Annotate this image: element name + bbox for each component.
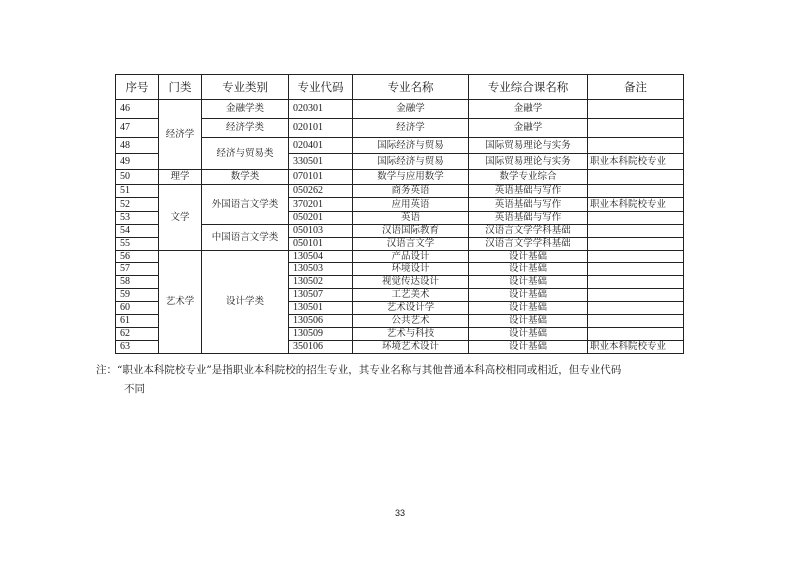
cell-note xyxy=(588,238,684,251)
cell-course: 金融学 xyxy=(469,119,588,138)
cell-code: 130502 xyxy=(289,276,353,289)
cell-name: 商务英语 xyxy=(353,185,469,198)
cell-subclass: 数学类 xyxy=(202,170,289,185)
cell-index: 55 xyxy=(116,238,159,251)
cell-code: 330501 xyxy=(289,154,353,170)
cell-note xyxy=(588,289,684,302)
table-row xyxy=(116,170,684,185)
cell-course: 国际贸易理论与实务 xyxy=(469,138,588,154)
footnote-line-1: 注：“职业本科院校专业”是指职业本科院校的招生专业，其专业名称与其他普通本科高校相同或相近，但专业代码 xyxy=(96,364,622,376)
cell-code: 130501 xyxy=(289,302,353,315)
cell-note xyxy=(588,185,684,198)
cell-code: 130504 xyxy=(289,251,353,263)
cell-note xyxy=(588,251,684,263)
cell-course: 设计基础 xyxy=(469,276,588,289)
cell-name: 艺术与科技 xyxy=(353,328,469,341)
cell-note xyxy=(588,225,684,238)
cell-category: 文学 xyxy=(159,185,202,251)
table-row xyxy=(116,119,684,138)
cell-course: 设计基础 xyxy=(469,289,588,302)
cell-subclass: 中国语言文学类 xyxy=(202,225,289,251)
header-course: 专业综合课名称 xyxy=(469,75,588,100)
cell-name: 国际经济与贸易 xyxy=(353,138,469,154)
cell-name: 公共艺术 xyxy=(353,315,469,328)
cell-index: 56 xyxy=(116,251,159,263)
header-name: 专业名称 xyxy=(353,75,469,100)
cell-subclass: 设计学类 xyxy=(202,251,289,354)
cell-code: 050103 xyxy=(289,225,353,238)
cell-index: 46 xyxy=(116,100,159,119)
cell-note xyxy=(588,302,684,315)
header-category: 门类 xyxy=(159,75,202,100)
table-row xyxy=(116,100,684,119)
cell-name: 经济学 xyxy=(353,119,469,138)
cell-category: 经济学 xyxy=(159,100,202,170)
cell-code: 350106 xyxy=(289,341,353,354)
cell-note xyxy=(588,100,684,119)
cell-name: 应用英语 xyxy=(353,198,469,212)
cell-index: 47 xyxy=(116,119,159,138)
cell-name: 环境艺术设计 xyxy=(353,341,469,354)
cell-index: 58 xyxy=(116,276,159,289)
cell-code: 020401 xyxy=(289,138,353,154)
cell-index: 57 xyxy=(116,263,159,276)
cell-course: 数学专业综合 xyxy=(469,170,588,185)
cell-name: 产品设计 xyxy=(353,251,469,263)
footnote-line-2: 不同 xyxy=(124,383,145,395)
cell-index: 53 xyxy=(116,212,159,225)
header-code: 专业代码 xyxy=(289,75,353,100)
cell-index: 49 xyxy=(116,154,159,170)
cell-code: 130503 xyxy=(289,263,353,276)
cell-course: 汉语言文学学科基础 xyxy=(469,225,588,238)
cell-note xyxy=(588,328,684,341)
cell-course: 英语基础与写作 xyxy=(469,185,588,198)
cell-course: 英语基础与写作 xyxy=(469,198,588,212)
cell-course: 设计基础 xyxy=(469,263,588,276)
cell-course: 金融学 xyxy=(469,100,588,119)
cell-note xyxy=(588,276,684,289)
cell-code: 050101 xyxy=(289,238,353,251)
table-body xyxy=(116,100,684,354)
cell-course: 汉语言文学学科基础 xyxy=(469,238,588,251)
table-row xyxy=(116,225,684,238)
cell-name: 环境设计 xyxy=(353,263,469,276)
cell-code: 130506 xyxy=(289,315,353,328)
table-row xyxy=(116,185,684,198)
page-number: 33 xyxy=(394,508,405,518)
cell-course: 国际贸易理论与实务 xyxy=(469,154,588,170)
cell-index: 60 xyxy=(116,302,159,315)
cell-index: 62 xyxy=(116,328,159,341)
cell-code: 020101 xyxy=(289,119,353,138)
cell-code: 020301 xyxy=(289,100,353,119)
cell-index: 50 xyxy=(116,170,159,185)
cell-code: 050201 xyxy=(289,212,353,225)
cell-subclass: 金融学类 xyxy=(202,100,289,119)
cell-name: 工艺美术 xyxy=(353,289,469,302)
cell-code: 130507 xyxy=(289,289,353,302)
cell-index: 51 xyxy=(116,185,159,198)
cell-subclass: 外国语言文学类 xyxy=(202,185,289,225)
cell-course: 设计基础 xyxy=(469,302,588,315)
cell-course: 设计基础 xyxy=(469,251,588,263)
cell-note: 职业本科院校专业 xyxy=(588,198,684,212)
cell-index: 54 xyxy=(116,225,159,238)
cell-note xyxy=(588,119,684,138)
cell-code: 070101 xyxy=(289,170,353,185)
cell-note: 职业本科院校专业 xyxy=(588,154,684,170)
cell-note xyxy=(588,263,684,276)
majors-table xyxy=(115,74,684,354)
cell-name: 汉语国际教育 xyxy=(353,225,469,238)
cell-note: 职业本科院校专业 xyxy=(588,341,684,354)
header-subclass: 专业类别 xyxy=(202,75,289,100)
cell-category: 理学 xyxy=(159,170,202,185)
table-row xyxy=(116,138,684,154)
cell-index: 63 xyxy=(116,341,159,354)
cell-course: 设计基础 xyxy=(469,315,588,328)
cell-name: 汉语言文学 xyxy=(353,238,469,251)
cell-index: 52 xyxy=(116,198,159,212)
cell-subclass: 经济与贸易类 xyxy=(202,138,289,170)
cell-code: 130509 xyxy=(289,328,353,341)
table-header-row xyxy=(116,75,684,100)
cell-subclass: 经济学类 xyxy=(202,119,289,138)
table-row xyxy=(116,251,684,263)
cell-course: 英语基础与写作 xyxy=(469,212,588,225)
cell-index: 59 xyxy=(116,289,159,302)
cell-course: 设计基础 xyxy=(469,328,588,341)
cell-note xyxy=(588,170,684,185)
header-index: 序号 xyxy=(116,75,159,100)
cell-name: 国际经济与贸易 xyxy=(353,154,469,170)
cell-note xyxy=(588,138,684,154)
cell-name: 艺术设计学 xyxy=(353,302,469,315)
header-note: 备注 xyxy=(588,75,684,100)
cell-code: 370201 xyxy=(289,198,353,212)
cell-name: 金融学 xyxy=(353,100,469,119)
cell-name: 视觉传达设计 xyxy=(353,276,469,289)
cell-index: 48 xyxy=(116,138,159,154)
cell-category: 艺术学 xyxy=(159,251,202,354)
cell-code: 050262 xyxy=(289,185,353,198)
cell-note xyxy=(588,315,684,328)
cell-course: 设计基础 xyxy=(469,341,588,354)
cell-note xyxy=(588,212,684,225)
cell-index: 61 xyxy=(116,315,159,328)
cell-name: 英语 xyxy=(353,212,469,225)
cell-name: 数学与应用数学 xyxy=(353,170,469,185)
